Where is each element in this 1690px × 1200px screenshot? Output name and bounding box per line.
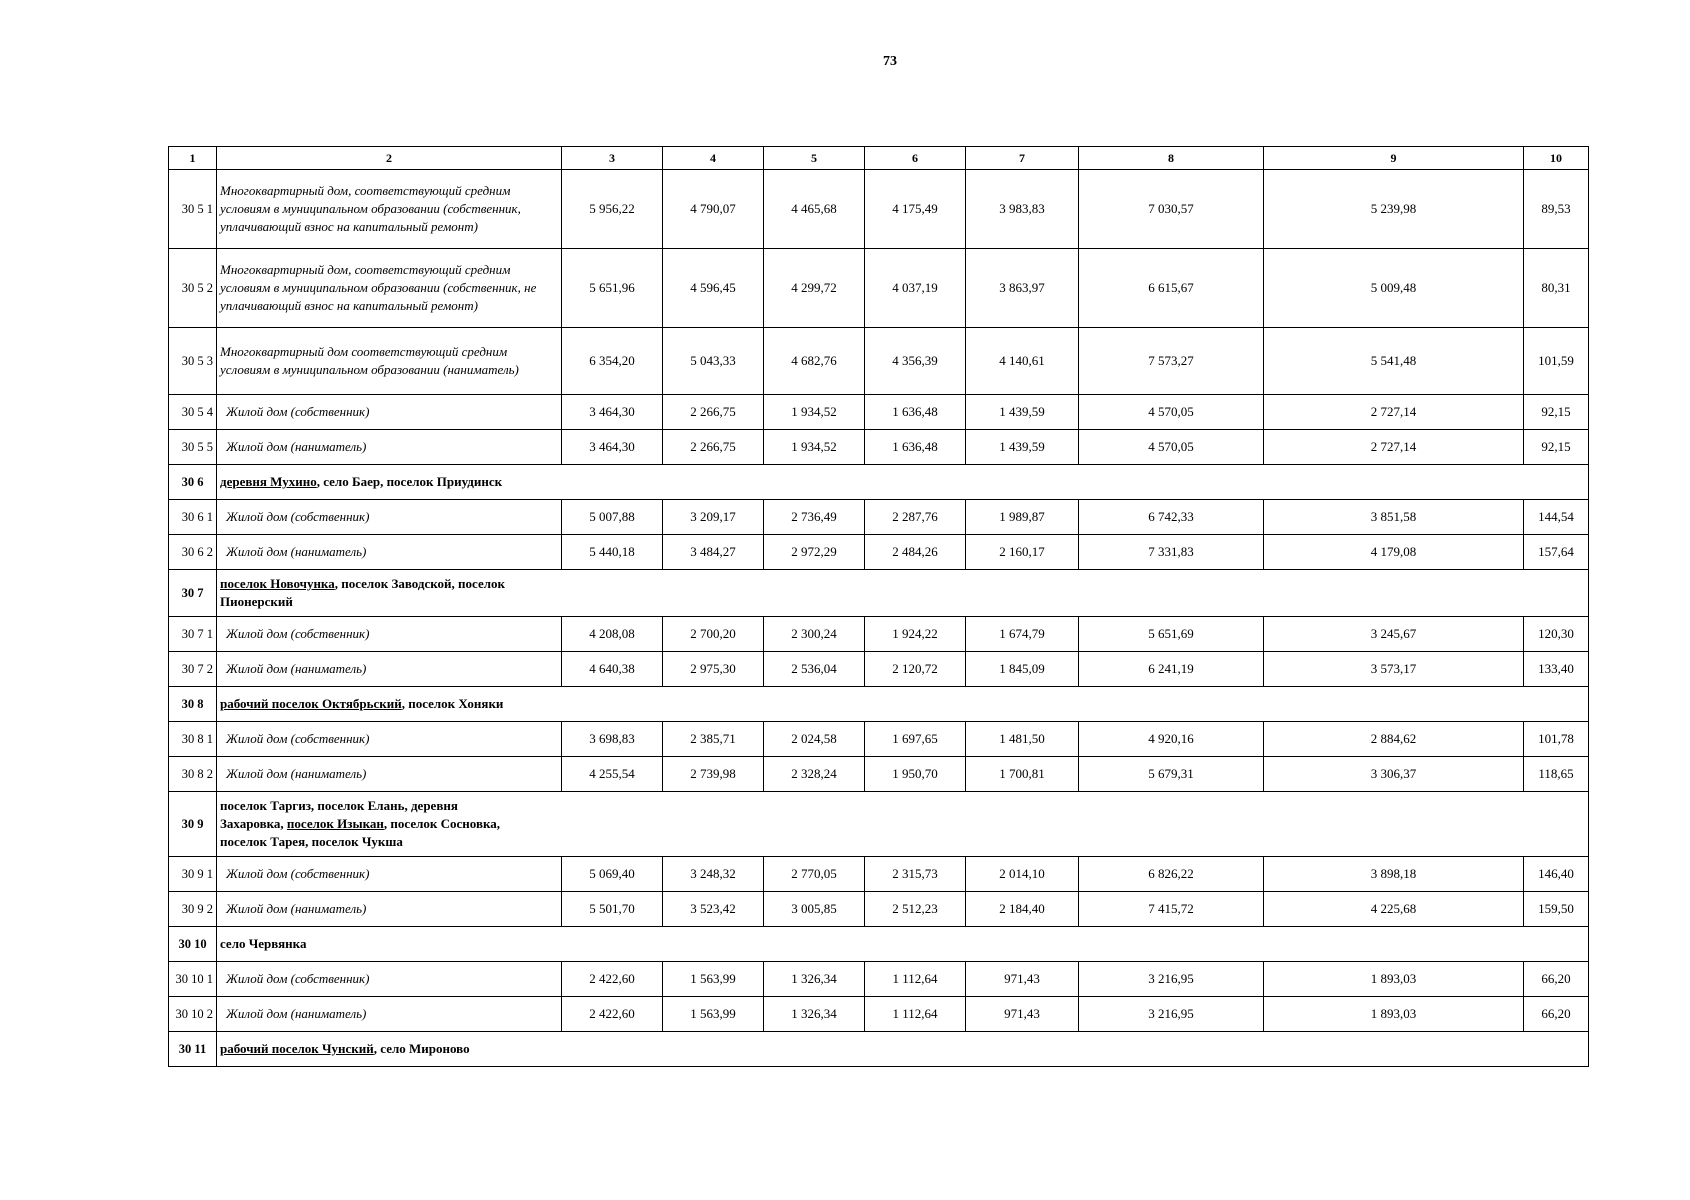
value-cell: 3 523,42 — [663, 892, 764, 927]
value-cell: 5 009,48 — [1264, 249, 1524, 328]
value-cell: 101,78 — [1524, 722, 1589, 757]
value-cell: 146,40 — [1524, 857, 1589, 892]
value-cell: 3 573,17 — [1264, 652, 1524, 687]
value-cell: 4 255,54 — [562, 757, 663, 792]
value-cell: 92,15 — [1524, 430, 1589, 465]
group-title — [217, 687, 1589, 722]
row-description: Жилой дом (собственник) — [217, 395, 562, 430]
value-cell: 66,20 — [1524, 962, 1589, 997]
value-cell: 4 596,45 — [663, 249, 764, 328]
table-body — [169, 147, 1589, 1067]
value-cell: 2 385,71 — [663, 722, 764, 757]
column-header: 10 — [1524, 147, 1589, 170]
group-place-link: рабочий поселок Чунский — [220, 1041, 374, 1056]
table-row — [169, 722, 1589, 757]
table-row — [169, 328, 1589, 395]
value-cell: 1 326,34 — [764, 997, 865, 1032]
table-row — [169, 395, 1589, 430]
row-description: Жилой дом (наниматель) — [217, 652, 562, 687]
row-description: Жилой дом (наниматель) — [217, 997, 562, 1032]
value-cell: 5 069,40 — [562, 857, 663, 892]
value-cell: 7 415,72 — [1079, 892, 1264, 927]
row-description: Жилой дом (собственник) — [217, 962, 562, 997]
value-cell: 2 770,05 — [764, 857, 865, 892]
value-cell: 3 005,85 — [764, 892, 865, 927]
row-code: 30 8 1 — [169, 722, 217, 757]
group-rest: , поселок Заводской, поселок Пионерский — [220, 576, 506, 609]
table-row — [169, 997, 1589, 1032]
value-cell: 1 697,65 — [865, 722, 966, 757]
value-cell: 80,31 — [1524, 249, 1589, 328]
value-cell: 2 727,14 — [1264, 430, 1524, 465]
row-code: 30 9 2 — [169, 892, 217, 927]
value-cell: 1 439,59 — [966, 430, 1079, 465]
row-code: 30 6 2 — [169, 535, 217, 570]
value-cell: 5 651,69 — [1079, 617, 1264, 652]
column-header: 2 — [217, 147, 562, 170]
row-code: 30 8 — [169, 687, 217, 722]
value-cell: 2 120,72 — [865, 652, 966, 687]
row-description: Многоквартирный дом, соответствующий средним условиям в муниципальном образовании (собственник, не уплачивающий взнос на капитальный ремонт) — [217, 249, 562, 328]
value-cell: 2 536,04 — [764, 652, 865, 687]
row-code: 30 7 2 — [169, 652, 217, 687]
row-description: Жилой дом (наниматель) — [217, 430, 562, 465]
value-cell: 157,64 — [1524, 535, 1589, 570]
value-cell: 3 245,67 — [1264, 617, 1524, 652]
value-cell: 3 983,83 — [966, 170, 1079, 249]
tariff-table — [168, 146, 1589, 1067]
table-row — [169, 500, 1589, 535]
column-header-row — [169, 147, 1589, 170]
row-description: Жилой дом (наниматель) — [217, 535, 562, 570]
value-cell: 4 920,16 — [1079, 722, 1264, 757]
value-cell: 1 563,99 — [663, 962, 764, 997]
column-header: 9 — [1264, 147, 1524, 170]
value-cell: 4 140,61 — [966, 328, 1079, 395]
row-code: 30 5 4 — [169, 395, 217, 430]
value-cell: 2 975,30 — [663, 652, 764, 687]
group-row — [169, 1032, 1589, 1067]
table-row — [169, 892, 1589, 927]
value-cell: 144,54 — [1524, 500, 1589, 535]
value-cell: 5 679,31 — [1079, 757, 1264, 792]
table-row — [169, 962, 1589, 997]
value-cell: 1 563,99 — [663, 997, 764, 1032]
value-cell: 5 651,96 — [562, 249, 663, 328]
table-row — [169, 857, 1589, 892]
row-code: 30 7 1 — [169, 617, 217, 652]
value-cell: 4 682,76 — [764, 328, 865, 395]
value-cell: 4 465,68 — [764, 170, 865, 249]
value-cell: 4 570,05 — [1079, 395, 1264, 430]
row-description: Жилой дом (собственник) — [217, 617, 562, 652]
value-cell: 1 893,03 — [1264, 962, 1524, 997]
group-title — [217, 570, 1589, 617]
value-cell: 4 208,08 — [562, 617, 663, 652]
value-cell: 2 422,60 — [562, 962, 663, 997]
value-cell: 5 239,98 — [1264, 170, 1524, 249]
group-rest: , село Баер, поселок Приудинск — [316, 474, 503, 489]
value-cell: 5 541,48 — [1264, 328, 1524, 395]
value-cell: 1 924,22 — [865, 617, 966, 652]
value-cell: 5 501,70 — [562, 892, 663, 927]
value-cell: 2 266,75 — [663, 430, 764, 465]
group-place-link: поселок Изыкан — [286, 816, 384, 831]
value-cell: 2 884,62 — [1264, 722, 1524, 757]
value-cell: 120,30 — [1524, 617, 1589, 652]
row-code: 30 9 1 — [169, 857, 217, 892]
group-rest: село Червянка — [220, 936, 307, 951]
value-cell: 4 570,05 — [1079, 430, 1264, 465]
row-code: 30 6 1 — [169, 500, 217, 535]
value-cell: 1 112,64 — [865, 962, 966, 997]
value-cell: 3 698,83 — [562, 722, 663, 757]
value-cell: 971,43 — [966, 962, 1079, 997]
column-header: 6 — [865, 147, 966, 170]
group-rest: , поселок Сосновка, поселок Тарея, поселок Чукша — [220, 816, 501, 849]
value-cell: 4 225,68 — [1264, 892, 1524, 927]
value-cell: 3 216,95 — [1079, 962, 1264, 997]
value-cell: 4 299,72 — [764, 249, 865, 328]
table-row — [169, 249, 1589, 328]
value-cell: 133,40 — [1524, 652, 1589, 687]
value-cell: 2 512,23 — [865, 892, 966, 927]
group-title — [217, 1032, 1589, 1067]
value-cell: 1 893,03 — [1264, 997, 1524, 1032]
column-header: 8 — [1079, 147, 1264, 170]
value-cell: 1 674,79 — [966, 617, 1079, 652]
value-cell: 1 934,52 — [764, 430, 865, 465]
value-cell: 2 014,10 — [966, 857, 1079, 892]
value-cell: 5 007,88 — [562, 500, 663, 535]
value-cell: 7 331,83 — [1079, 535, 1264, 570]
row-code: 30 5 5 — [169, 430, 217, 465]
value-cell: 5 043,33 — [663, 328, 764, 395]
value-cell: 1 989,87 — [966, 500, 1079, 535]
group-place-link: рабочий поселок Октябрьский — [220, 696, 402, 711]
value-cell: 3 898,18 — [1264, 857, 1524, 892]
value-cell: 3 484,27 — [663, 535, 764, 570]
row-code: 30 10 2 — [169, 997, 217, 1032]
group-title — [217, 927, 1589, 962]
value-cell: 3 464,30 — [562, 430, 663, 465]
value-cell: 3 464,30 — [562, 395, 663, 430]
value-cell: 2 184,40 — [966, 892, 1079, 927]
value-cell: 6 241,19 — [1079, 652, 1264, 687]
group-row — [169, 927, 1589, 962]
table-row — [169, 652, 1589, 687]
row-description: Жилой дом (собственник) — [217, 722, 562, 757]
value-cell: 4 356,39 — [865, 328, 966, 395]
value-cell: 159,50 — [1524, 892, 1589, 927]
row-description: Жилой дом (собственник) — [217, 857, 562, 892]
row-code: 30 5 3 — [169, 328, 217, 395]
value-cell: 101,59 — [1524, 328, 1589, 395]
value-cell: 1 636,48 — [865, 395, 966, 430]
row-code: 30 10 — [169, 927, 217, 962]
row-code: 30 6 — [169, 465, 217, 500]
value-cell: 7 573,27 — [1079, 328, 1264, 395]
value-cell: 2 739,98 — [663, 757, 764, 792]
value-cell: 2 700,20 — [663, 617, 764, 652]
table-row — [169, 535, 1589, 570]
value-cell: 2 160,17 — [966, 535, 1079, 570]
row-code: 30 7 — [169, 570, 217, 617]
value-cell: 2 736,49 — [764, 500, 865, 535]
group-row — [169, 792, 1589, 857]
value-cell: 5 956,22 — [562, 170, 663, 249]
value-cell: 2 484,26 — [865, 535, 966, 570]
value-cell: 1 934,52 — [764, 395, 865, 430]
column-header: 4 — [663, 147, 764, 170]
group-rest: , село Мироново — [373, 1041, 470, 1056]
value-cell: 2 727,14 — [1264, 395, 1524, 430]
value-cell: 1 439,59 — [966, 395, 1079, 430]
group-place-link: поселок Новочунка — [220, 576, 335, 591]
value-cell: 6 742,33 — [1079, 500, 1264, 535]
value-cell: 1 112,64 — [865, 997, 966, 1032]
row-code: 30 5 2 — [169, 249, 217, 328]
value-cell: 4 640,38 — [562, 652, 663, 687]
row-description: Многоквартирный дом, соответствующий средним условиям в муниципальном образовании (собственник, уплачивающий взнос на капитальный ремонт) — [217, 170, 562, 249]
row-description: Жилой дом (собственник) — [217, 500, 562, 535]
group-title — [217, 792, 1589, 857]
column-header: 5 — [764, 147, 865, 170]
row-description: Жилой дом (наниматель) — [217, 892, 562, 927]
value-cell: 3 863,97 — [966, 249, 1079, 328]
group-row — [169, 465, 1589, 500]
value-cell: 92,15 — [1524, 395, 1589, 430]
row-code: 30 8 2 — [169, 757, 217, 792]
value-cell: 1 636,48 — [865, 430, 966, 465]
column-header: 1 — [169, 147, 217, 170]
value-cell: 2 266,75 — [663, 395, 764, 430]
group-row — [169, 570, 1589, 617]
value-cell: 971,43 — [966, 997, 1079, 1032]
value-cell: 2 300,24 — [764, 617, 865, 652]
value-cell: 2 287,76 — [865, 500, 966, 535]
row-description: Многоквартирный дом соответствующий средним условиям в муниципальном образовании (наниматель) — [217, 328, 562, 395]
value-cell: 1 481,50 — [966, 722, 1079, 757]
value-cell: 5 440,18 — [562, 535, 663, 570]
group-row — [169, 687, 1589, 722]
value-cell: 2 315,73 — [865, 857, 966, 892]
group-title — [217, 465, 1589, 500]
value-cell: 2 422,60 — [562, 997, 663, 1032]
value-cell: 1 950,70 — [865, 757, 966, 792]
value-cell: 7 030,57 — [1079, 170, 1264, 249]
row-code: 30 11 — [169, 1032, 217, 1067]
value-cell: 4 037,19 — [865, 249, 966, 328]
group-rest: , поселок Хоняки — [401, 696, 504, 711]
value-cell: 3 216,95 — [1079, 997, 1264, 1032]
value-cell: 2 972,29 — [764, 535, 865, 570]
value-cell: 3 306,37 — [1264, 757, 1524, 792]
column-header: 7 — [966, 147, 1079, 170]
value-cell: 1 326,34 — [764, 962, 865, 997]
table-row — [169, 757, 1589, 792]
value-cell: 118,65 — [1524, 757, 1589, 792]
column-header: 3 — [562, 147, 663, 170]
value-cell: 3 851,58 — [1264, 500, 1524, 535]
value-cell: 89,53 — [1524, 170, 1589, 249]
value-cell: 2 328,24 — [764, 757, 865, 792]
value-cell: 4 179,08 — [1264, 535, 1524, 570]
table-row — [169, 617, 1589, 652]
value-cell: 4 790,07 — [663, 170, 764, 249]
value-cell: 6 826,22 — [1079, 857, 1264, 892]
row-code: 30 5 1 — [169, 170, 217, 249]
value-cell: 3 209,17 — [663, 500, 764, 535]
row-description: Жилой дом (наниматель) — [217, 757, 562, 792]
value-cell: 66,20 — [1524, 997, 1589, 1032]
value-cell: 1 845,09 — [966, 652, 1079, 687]
value-cell: 4 175,49 — [865, 170, 966, 249]
table-row — [169, 170, 1589, 249]
value-cell: 6 354,20 — [562, 328, 663, 395]
group-prefix: поселок Таргиз, поселок Елань, деревня Захаровка, — [220, 798, 458, 831]
page-number: 73 — [883, 54, 897, 69]
value-cell: 1 700,81 — [966, 757, 1079, 792]
row-code: 30 9 — [169, 792, 217, 857]
value-cell: 2 024,58 — [764, 722, 865, 757]
value-cell: 6 615,67 — [1079, 249, 1264, 328]
group-place-link: деревня Мухино — [220, 474, 317, 489]
row-code: 30 10 1 — [169, 962, 217, 997]
table-row — [169, 430, 1589, 465]
value-cell: 3 248,32 — [663, 857, 764, 892]
